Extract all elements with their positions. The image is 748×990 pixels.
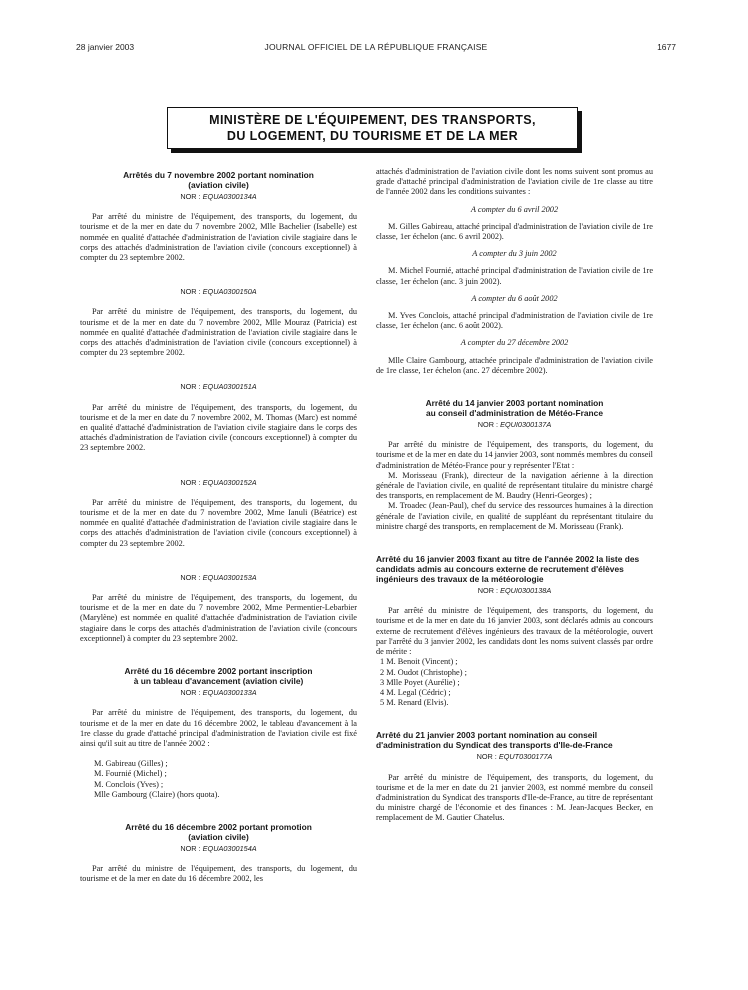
- issue-date: 28 janvier 2003: [76, 42, 135, 52]
- decree-paragraph: Par arrêté du ministre de l'équipement, des transports, du logement, du tourisme et de la mer en date du 21 janvier 2003, est nommé membre du conseil d'administration du Syndicat des transports d'Ile-de-France, au titre de représentant du ministre chargé de l'économie et des finances : M. Jean-Jacques Becker, en remplacement de M. Gautier Chatelus.: [376, 772, 653, 823]
- effective-date: A compter du 27 décembre 2002: [460, 338, 569, 348]
- nor-label: NOR :: [180, 688, 201, 698]
- nor-code: EQUA0300152A: [202, 477, 257, 487]
- list-item: M. Fournié (Michel) ;: [94, 769, 167, 779]
- nor-label: NOR :: [180, 843, 201, 853]
- decree-paragraph: Par arrêté du ministre de l'équipement, des transports, du logement, du tourisme et de la mer en date du 7 novembre 2002, Mlle Bachelier (Isabelle) est nommée en qualité d'attachée d'administration de l'aviation civile stagiaire dans le corps des attachés d'administration de l'aviation civile (concours exceptionnel) à compter du 23 septembre 2002.: [80, 212, 357, 263]
- page-number: 1677: [657, 42, 676, 52]
- decree-paragraph: Par arrêté du ministre de l'équipement, des transports, du logement, du tourisme et de la mer en date du 7 novembre 2002, Mme Permentier-Lebarbier (Marylène) est nommée en qualité d'attachée d'administration de l'aviation civile stagiaire dans le corps des attachés d'administration de l'aviation civile (concours exceptionnel) à compter du 23 septembre 2002.: [80, 593, 357, 643]
- section-title: Arrêté du 16 décembre 2002 portant promotion: [125, 821, 312, 832]
- nor-code: EQUA0300153A: [202, 572, 257, 582]
- section-title: au conseil d'administration de Météo-France: [426, 408, 603, 419]
- nor-reference: [376, 752, 653, 762]
- nor-code: EQUA0300150A: [202, 287, 257, 297]
- continued-paragraph: attachés d'administration de l'aviation civile dont les noms suivent sont promus au grade d'attaché principal d'administration de l'aviation civile de 1re classe au titre de l'année 2002 dans les conditions suivantes :: [376, 167, 653, 197]
- list-item: 3 Mlle Poyet (Aurélie) ;: [380, 677, 460, 687]
- nor-reference: [80, 688, 357, 698]
- section-title: Arrêté du 21 janvier 2003 portant nomination au conseil d'administration du Syndicat des transports d'Ile-de-France: [376, 730, 613, 751]
- nor-label: NOR :: [180, 192, 201, 201]
- nor-reference: [80, 573, 357, 583]
- nor-reference: [80, 192, 357, 202]
- list-item: M. Gabireau (Gilles) ;: [94, 759, 168, 769]
- list-item: Mlle Gambourg (Claire) (hors quota).: [94, 789, 220, 799]
- nor-code: EQUA0300133A: [202, 688, 257, 698]
- promotion-paragraph: M. Gilles Gabireau, attaché principal d'administration de l'aviation civile de 1re classe, 1er échelon (anc. 6 avril 2002).: [376, 221, 653, 242]
- promotion-paragraph: M. Yves Conclois, attaché principal d'administration de l'aviation civile de 1re classe, 1er échelon (anc. 6 août 2002).: [376, 311, 653, 331]
- nor-code: EQUA0300151A: [202, 382, 257, 392]
- nor-label: NOR :: [477, 420, 499, 430]
- page-header: [76, 42, 676, 56]
- nor-reference: [80, 382, 357, 392]
- section-title: Arrêté du 14 janvier 2003 portant nomination: [425, 398, 604, 409]
- decree-paragraph: Par arrêté du ministre de l'équipement, des transports, du logement, du tourisme et de la mer en date du 7 novembre 2002, Mlle Mouraz (Patricia) est nommée en qualité d'attachée d'administration de l'aviation civile stagiaire dans le corps des attachés d'administration de l'aviation civile (concours exceptionnel) à compter du 23 septembre 2002.: [80, 307, 357, 358]
- nor-label: NOR :: [180, 287, 201, 297]
- nor-code: EQUI0300138A: [500, 586, 552, 596]
- nor-code: EQUA0300134A: [202, 192, 257, 201]
- nor-label: NOR :: [477, 586, 499, 596]
- nor-code: EQUA0300154A: [202, 843, 257, 853]
- list-item: M. Conclois (Yves) ;: [94, 779, 164, 789]
- nor-label: NOR :: [180, 477, 201, 487]
- nor-label: NOR :: [180, 382, 201, 392]
- promotion-paragraph: M. Michel Fournié, attaché principal d'administration de l'aviation civile de 1re classe, 1er échelon (anc. 3 juin 2002).: [376, 266, 653, 286]
- decree-paragraph: M. Morisseau (Frank), directeur de la navigation aérienne à la direction générale de l'aviation civile, en qualité de représentant titulaire du ministre chargé des transports, en remplacement de M. Baudry (Henri-Georges) ;: [376, 470, 653, 501]
- effective-date: A compter du 6 avril 2002: [470, 204, 559, 214]
- list-item: 5 M. Renard (Elvis).: [380, 698, 449, 708]
- decree-paragraph: Par arrêté du ministre de l'équipement, des transports, du logement, du tourisme et de la mer en date du 16 janvier 2003, sont déclarés admis au concours externe de recrutement d'élèves ingénieurs des travaux de la météorologie, ouvert par l'arrêté du 3 janvier 2002, les candidats dont les noms suivent classés par ordre de mérite :: [376, 606, 653, 657]
- section-title: Arrêté du 16 janvier 2003 fixant au titre de l'année 2002 la liste des candidats admis au concours externe de recrutement d'élèves ingénieurs des travaux de la météorologie: [376, 554, 640, 585]
- section-title: à un tableau d'avancement (aviation civile): [133, 676, 304, 687]
- nor-reference: [80, 844, 357, 854]
- decree-paragraph: M. Troadec (Jean-Paul), chef du service des ressources humaines à la direction générale de l'aviation civile, en qualité de suppléant du représentant titulaire du ministre chargé des transports, en remplacement de M. Morisseau (Frank).: [376, 501, 653, 531]
- nor-code: EQUI0300137A: [500, 420, 552, 430]
- nor-reference: [376, 420, 653, 430]
- nor-code: EQUT0300177A: [498, 752, 553, 762]
- decree-paragraph: Par arrêté du ministre de l'équipement, des transports, du logement, du tourisme et de la mer en date du 16 décembre 2002, les: [80, 864, 357, 884]
- nor-label: NOR :: [476, 752, 497, 762]
- decree-paragraph: Par arrêté du ministre de l'équipement, des transports, du logement, du tourisme et de la mer en date du 7 novembre 2002, M. Thomas (Marc) est nommé en qualité d'attaché d'administration de l'aviation civile stagiaire dans le corps des attachés d'administration de l'aviation civile (concours exceptionnel) à compter du 23 septembre 2002.: [80, 402, 357, 453]
- list-item: 4 M. Legal (Cédric) ;: [380, 687, 451, 697]
- journal-title: JOURNAL OFFICIEL DE LA RÉPUBLIQUE FRANÇAISE: [264, 42, 488, 52]
- section-title: Arrêtés du 7 novembre 2002 portant nomination: [123, 170, 314, 180]
- section-title: Arrêté du 16 décembre 2002 portant inscription: [124, 666, 313, 677]
- promotion-paragraph: Mlle Claire Gambourg, attachée principale d'administration de l'aviation civile de 1re classe, 1er échelon (anc. 27 décembre 2002).: [376, 355, 653, 375]
- list-item: 2 M. Oudot (Christophe) ;: [380, 667, 467, 677]
- nor-reference: [376, 586, 653, 596]
- section-title: (aviation civile): [188, 831, 249, 842]
- decree-paragraph: Par arrêté du ministre de l'équipement, des transports, du logement, du tourisme et de la mer en date du 7 novembre 2002, Mme Ianuli (Béatrice) est nommée en qualité d'attachée d'administration de l'aviation civile stagiaire dans le corps des attachés d'administration de l'aviation civile (concours exceptionnel) à compter du 23 septembre 2002.: [80, 497, 357, 548]
- nor-reference: [80, 287, 357, 297]
- nor-reference: [80, 478, 357, 488]
- ministry-heading: [167, 107, 578, 149]
- effective-date: A compter du 6 août 2002: [471, 293, 558, 303]
- ministry-line-1: MINISTÈRE DE L'ÉQUIPEMENT, DES TRANSPORTS,: [209, 113, 536, 127]
- ministry-line-2: DU LOGEMENT, DU TOURISME ET DE LA MER: [226, 129, 519, 143]
- list-item: 1 M. Benoit (Vincent) ;: [380, 657, 458, 667]
- effective-date: A compter du 3 juin 2002: [472, 249, 557, 259]
- right-column: [376, 167, 653, 824]
- nor-label: NOR :: [180, 572, 201, 582]
- decree-paragraph: Par arrêté du ministre de l'équipement, des transports, du logement, du tourisme et de la mer en date du 14 janvier 2003, sont nommés membres du conseil d'administration de Météo-France pour y représenter l'Etat :: [376, 440, 653, 470]
- left-column: [80, 170, 357, 885]
- decree-paragraph: Par arrêté du ministre de l'équipement, des transports, du logement, du tourisme et de la mer en date du 16 décembre 2002, le tableau d'avancement à la 1re classe du grade d'attaché principal d'administration de l'aviation civile est fixé ainsi qu'il suit au titre de l'année 2002 :: [80, 708, 357, 748]
- section-title: (aviation civile): [188, 180, 249, 190]
